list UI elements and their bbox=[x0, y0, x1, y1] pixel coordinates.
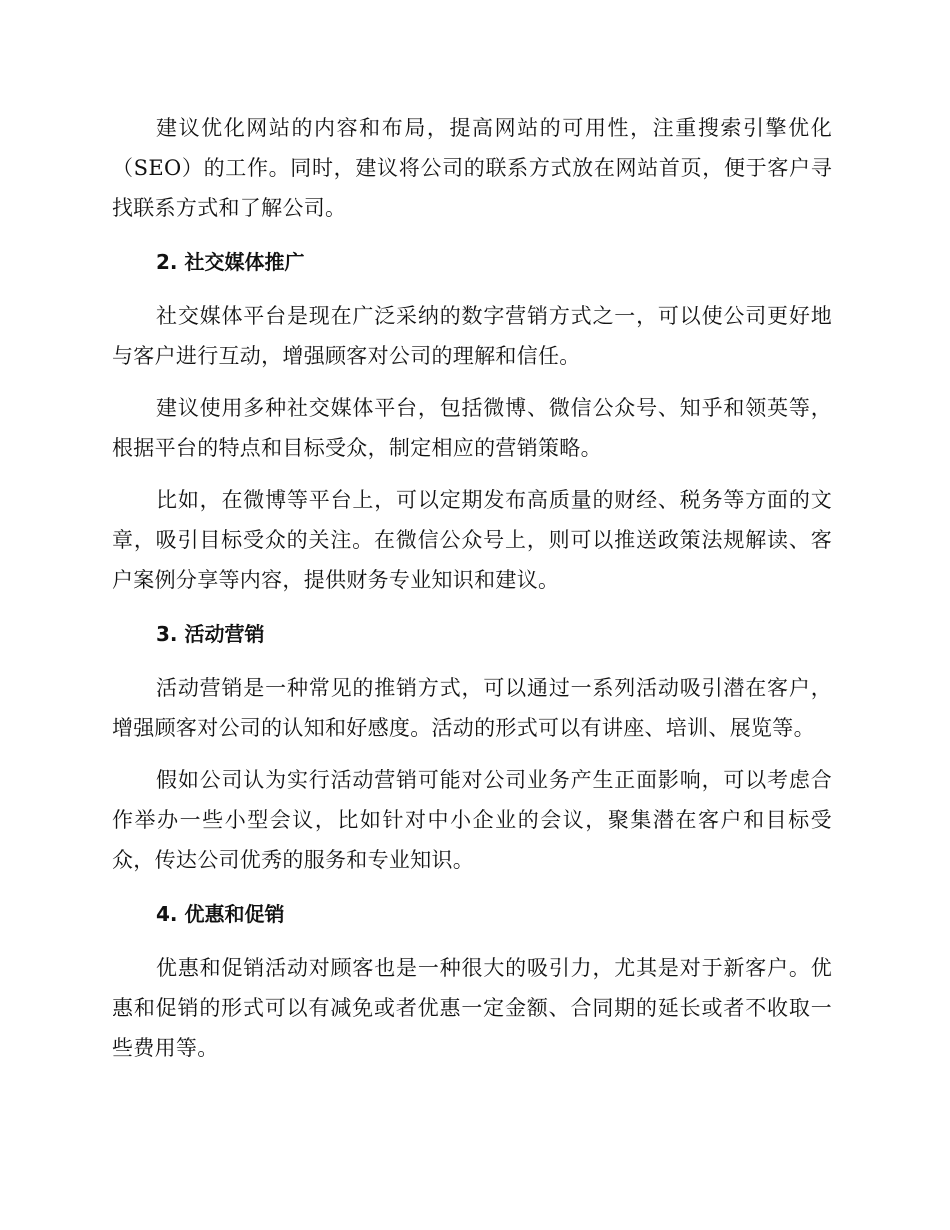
paragraph-discounts-promotions: 优惠和促销活动对顾客也是一种很大的吸引力，尤其是对于新客户。优惠和促销的形式可以有减免或者优惠一定金额、合同期的延长或者不收取一些费用等。 bbox=[112, 956, 832, 1060]
paragraph-event-marketing-suggestion: 假如公司认为实行活动营销可能对公司业务产生正面影响，可以考虑合作举办一些小型会议，比如针对中小企业的会议，聚集潜在客户和目标受众，传达公司优秀的服务和专业知识。 bbox=[112, 768, 832, 872]
heading-social-media: 2. 社交媒体推广 bbox=[156, 250, 305, 274]
paragraph-social-media-intro: 社交媒体平台是现在广泛采纳的数字营销方式之一，可以使公司更好地与客户进行互动，增强顾客对公司的理解和信任。 bbox=[112, 304, 832, 368]
heading-event-marketing: 3. 活动营销 bbox=[156, 622, 265, 646]
paragraph-website-optimization: 建议优化网站的内容和布局，提高网站的可用性，注重搜索引擎优化（SEO）的工作。同时，建议将公司的联系方式放在网站首页，便于客户寻找联系方式和了解公司。 bbox=[112, 116, 832, 220]
paragraph-social-media-platforms: 建议使用多种社交媒体平台，包括微博、微信公众号、知乎和领英等，根据平台的特点和目标受众，制定相应的营销策略。 bbox=[112, 396, 832, 460]
document-page bbox=[112, 108, 832, 1068]
paragraph-social-media-examples: 比如，在微博等平台上，可以定期发布高质量的财经、税务等方面的文章，吸引目标受众的关注。在微信公众号上，则可以推送政策法规解读、客户案例分享等内容，提供财务专业知识和建议。 bbox=[112, 488, 832, 592]
paragraph-event-marketing-intro: 活动营销是一种常见的推销方式，可以通过一系列活动吸引潜在客户，增强顾客对公司的认知和好感度。活动的形式可以有讲座、培训、展览等。 bbox=[112, 676, 832, 740]
heading-discounts-promotions: 4. 优惠和促销 bbox=[156, 902, 285, 926]
